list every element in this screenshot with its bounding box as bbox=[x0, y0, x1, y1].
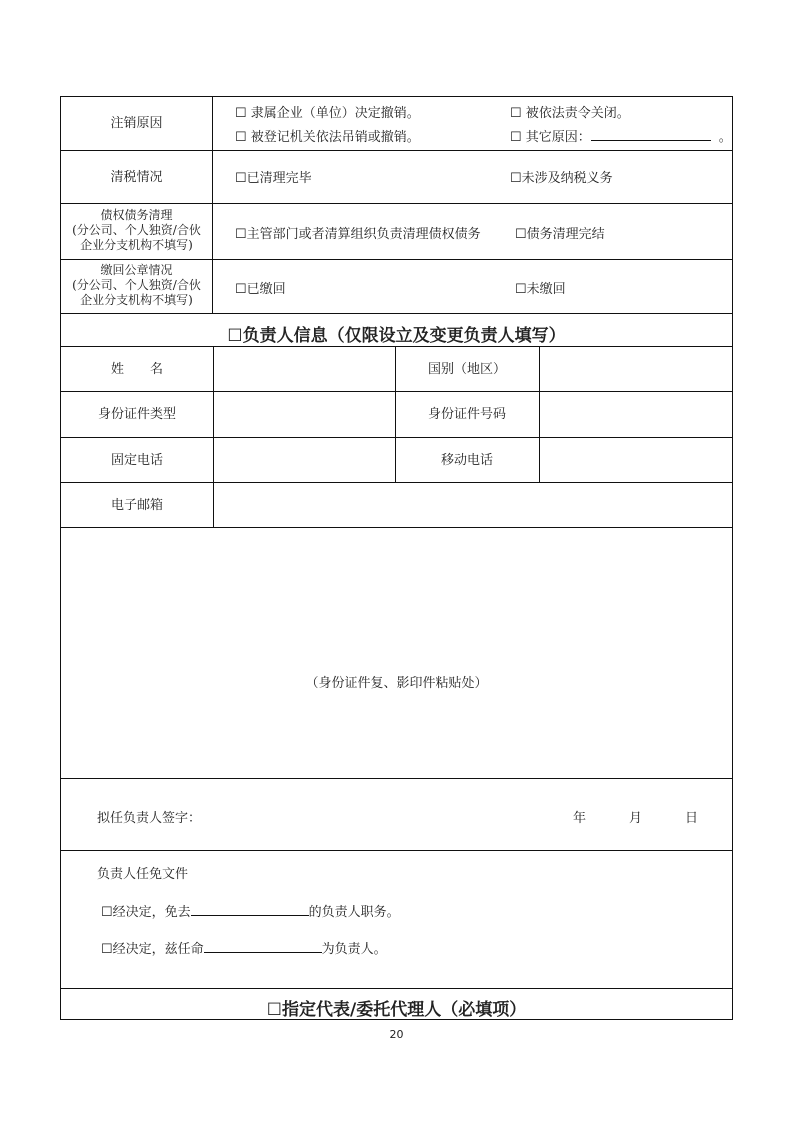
name-label: 姓 名 bbox=[110, 362, 163, 377]
id-paste-area-hint: （身份证件复、影印件粘贴处） bbox=[305, 676, 488, 691]
debt-option-settled[interactable]: ☐债务清理完结 bbox=[515, 227, 605, 242]
country-label: 国别（地区） bbox=[427, 362, 506, 377]
signature-label: 拟任负责人签字： bbox=[97, 811, 202, 826]
row-divider bbox=[61, 203, 732, 204]
seal-label-title: 缴回公章情况 bbox=[100, 263, 173, 277]
cancel-option-other-label[interactable]: ☐ 其它原因： bbox=[510, 130, 591, 145]
row-divider bbox=[61, 437, 732, 438]
section-title-agent: ☐指定代表/委托代理人（必填项） bbox=[266, 1000, 527, 1020]
column-divider bbox=[539, 346, 540, 482]
seal-option-not-returned[interactable]: ☐未缴回 bbox=[515, 282, 566, 297]
appointment-dismiss-line bbox=[101, 905, 400, 920]
column-divider bbox=[213, 346, 214, 527]
section-divider bbox=[61, 313, 732, 314]
dismiss-suffix: 的负责人职务。 bbox=[308, 905, 400, 920]
mobile-label: 移动电话 bbox=[440, 453, 493, 468]
cancel-reason-label: 注销原因 bbox=[110, 116, 163, 131]
seal-option-returned[interactable]: ☐已缴回 bbox=[235, 282, 286, 297]
email-label: 电子邮箱 bbox=[110, 498, 163, 513]
column-divider bbox=[212, 97, 213, 313]
debt-label-note: 企业分支机构不填写) bbox=[80, 238, 193, 252]
row-divider bbox=[61, 778, 732, 779]
cancel-option-other bbox=[510, 130, 732, 145]
seal-label-note: (分公司、个人独资/合伙 bbox=[72, 278, 201, 292]
appoint-name-blank[interactable] bbox=[204, 952, 322, 953]
row-divider bbox=[61, 482, 732, 483]
id-type-label: 身份证件类型 bbox=[97, 407, 176, 422]
debt-label-title: 债权债务清理 bbox=[100, 208, 173, 222]
row-divider bbox=[61, 259, 732, 260]
section-divider bbox=[61, 988, 732, 989]
row-divider bbox=[61, 391, 732, 392]
seal-label-note: 企业分支机构不填写) bbox=[80, 293, 193, 307]
other-reason-end: 。 bbox=[718, 130, 732, 145]
tax-option-none[interactable]: ☐未涉及纳税义务 bbox=[510, 171, 613, 186]
row-divider bbox=[61, 850, 732, 851]
tax-option-cleared[interactable]: ☐已清理完毕 bbox=[235, 171, 312, 186]
section-divider bbox=[61, 346, 732, 347]
cancel-option-revoked-by-parent[interactable]: ☐ 隶属企业（单位）决定撤销。 bbox=[235, 106, 420, 121]
date-day-label: 日 bbox=[685, 811, 699, 826]
cancel-option-license-revoked[interactable]: ☐ 被登记机关依法吊销或撤销。 bbox=[235, 130, 420, 145]
debt-label-note: (分公司、个人独资/合伙 bbox=[72, 223, 201, 237]
registration-form bbox=[60, 96, 733, 1020]
tax-status-label: 清税情况 bbox=[110, 170, 163, 185]
id-number-label: 身份证件号码 bbox=[427, 407, 506, 422]
date-month-label: 月 bbox=[629, 811, 643, 826]
appointment-docs-title: 负责人任免文件 bbox=[97, 867, 189, 882]
cancel-option-ordered-closed[interactable]: ☐ 被依法责令关闭。 bbox=[510, 106, 630, 121]
row-divider bbox=[61, 150, 732, 151]
appointment-appoint-line bbox=[101, 942, 387, 957]
appoint-checkbox-label[interactable]: ☐经决定，兹任命 bbox=[101, 942, 204, 957]
appoint-suffix: 为负责人。 bbox=[321, 942, 387, 957]
row-divider bbox=[61, 527, 732, 528]
page-number: 20 bbox=[389, 1028, 404, 1041]
other-reason-blank[interactable] bbox=[591, 140, 711, 141]
phone-label: 固定电话 bbox=[110, 453, 163, 468]
section-title-person-info: ☐负责人信息（仅限设立及变更负责人填写） bbox=[227, 326, 566, 346]
dismiss-checkbox-label[interactable]: ☐经决定，免去 bbox=[101, 905, 191, 920]
debt-option-cleared-by-org[interactable]: ☐主管部门或者清算组织负责清理债权债务 bbox=[235, 227, 481, 242]
date-year-label: 年 bbox=[573, 811, 587, 826]
dismiss-name-blank[interactable] bbox=[191, 915, 309, 916]
